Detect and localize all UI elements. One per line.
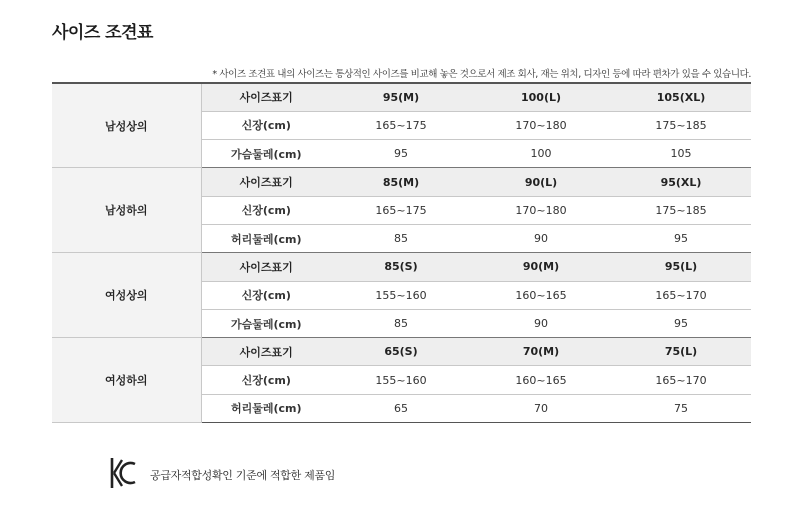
size-value: 75(L) <box>611 338 751 366</box>
table-row <box>52 168 751 196</box>
row-label: 신장(cm) <box>201 111 331 139</box>
size-value: 95(XL) <box>611 168 751 196</box>
row-label: 신장(cm) <box>201 196 331 224</box>
size-chart-table <box>52 82 751 423</box>
size-value: 160~165 <box>471 281 611 309</box>
row-label: 신장(cm) <box>201 366 331 394</box>
size-value: 105(XL) <box>611 83 751 111</box>
size-value: 85(M) <box>331 168 471 196</box>
size-value: 95(L) <box>611 253 751 281</box>
size-value: 90 <box>471 309 611 337</box>
size-value: 90(L) <box>471 168 611 196</box>
kc-mark-icon <box>110 456 138 490</box>
table-row <box>52 83 751 111</box>
size-value: 165~170 <box>611 366 751 394</box>
size-value: 95 <box>611 224 751 252</box>
row-label: 가슴둘레(cm) <box>201 309 331 337</box>
size-value: 65(S) <box>331 338 471 366</box>
size-value: 75 <box>674 401 688 415</box>
size-value: 170~180 <box>471 111 611 139</box>
size-value: 175~185 <box>611 196 751 224</box>
size-value: 70 <box>534 401 548 415</box>
category-cell: 남성하의 <box>52 168 201 253</box>
size-value: 165~170 <box>611 281 751 309</box>
table-row <box>52 253 751 281</box>
size-value: 95 <box>331 140 471 168</box>
size-value: 100 <box>471 140 611 168</box>
size-value: 175~185 <box>611 111 751 139</box>
size-value: 100(L) <box>471 83 611 111</box>
size-value: 165~175 <box>331 196 471 224</box>
size-value: 165~175 <box>331 111 471 139</box>
size-value: 155~160 <box>331 281 471 309</box>
row-label: 사이즈표기 <box>201 253 331 281</box>
page-title: 사이즈 조견표 <box>52 23 153 43</box>
size-value: 105 <box>611 140 751 168</box>
size-value: 90 <box>471 224 611 252</box>
row-label: 허리둘레(cm) <box>201 224 331 252</box>
size-value: 170~180 <box>471 196 611 224</box>
row-label: 가슴둘레(cm) <box>201 140 331 168</box>
row-label: 허리둘레(cm) <box>230 402 302 416</box>
row-label: 사이즈표기 <box>201 338 331 366</box>
certification-text: 공급자적합성확인 기준에 적합한 제품임 <box>150 469 336 482</box>
table-row <box>52 338 751 366</box>
size-value: 155~160 <box>331 366 471 394</box>
size-value: 160~165 <box>471 366 611 394</box>
size-value: 95 <box>611 309 751 337</box>
size-value: 70(M) <box>471 338 611 366</box>
category-cell: 여성하의 <box>52 338 201 423</box>
row-label: 사이즈표기 <box>201 168 331 196</box>
size-value: 85(S) <box>331 253 471 281</box>
size-value: 85 <box>331 309 471 337</box>
row-label: 사이즈표기 <box>201 83 331 111</box>
size-note: * 사이즈 조견표 내의 사이즈는 통상적인 사이즈를 비교해 놓은 것으로서 제조 회사, 재는 위치, 디자인 등에 따라 편차가 있을 수 있습니다. <box>212 69 751 80</box>
size-value: 90(M) <box>471 253 611 281</box>
row-label: 신장(cm) <box>201 281 331 309</box>
size-value: 85 <box>331 224 471 252</box>
size-value: 95(M) <box>331 83 471 111</box>
size-value: 65 <box>394 401 408 415</box>
category-cell: 남성상의 <box>52 83 201 168</box>
category-cell: 여성상의 <box>52 253 201 338</box>
